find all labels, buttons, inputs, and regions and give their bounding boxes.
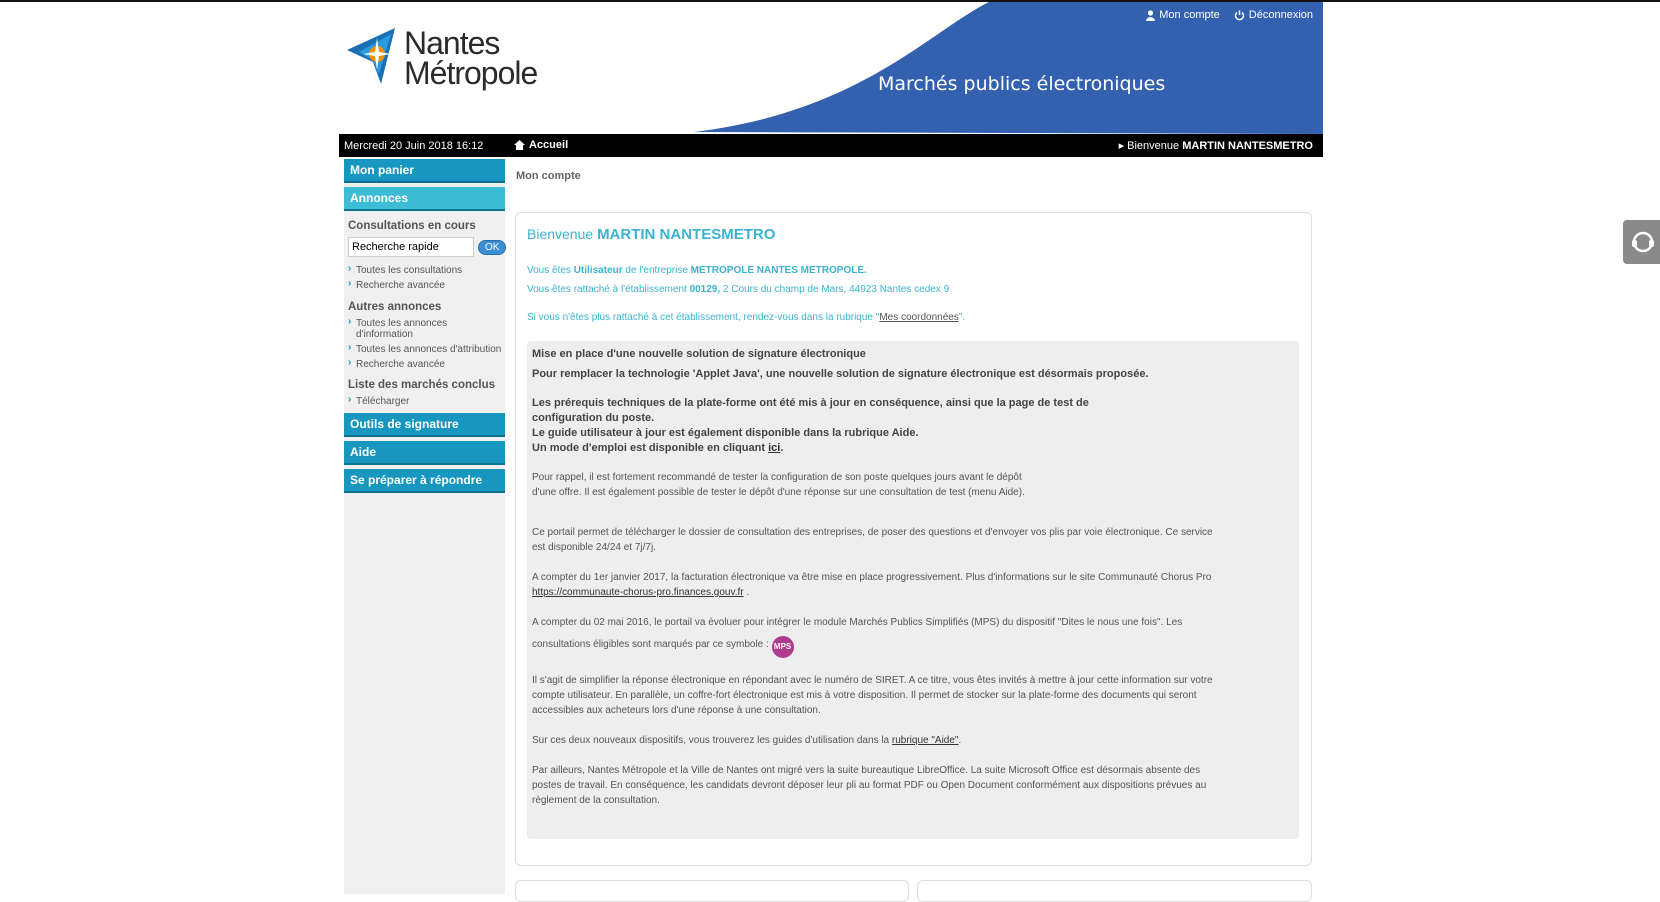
coordonnees-text-b: ". xyxy=(958,312,966,323)
mps-badge-icon: MPS xyxy=(772,636,794,658)
site-header xyxy=(339,2,1323,134)
menu-outils-signature[interactable]: Outils de signature xyxy=(344,413,505,437)
account-panel xyxy=(515,212,1312,866)
notice-bold-1: Pour remplacer la technologie 'Applet Java', une nouvelle solution de signature électronique est désormais proposée. xyxy=(532,368,1149,380)
panel-welcome-name: MARTIN NANTESMETRO xyxy=(597,226,776,243)
notice-bold-2a: Les prérequis techniques de la plate-forme ont été mis à jour en conséquence, ainsi que la page de test de xyxy=(532,397,1089,409)
link-telecharger[interactable]: › Télécharger xyxy=(344,394,505,409)
panel-welcome-prefix: Bienvenue xyxy=(527,226,594,242)
menu-annonces[interactable]: Annonces xyxy=(344,187,505,211)
panel-welcome xyxy=(527,226,775,243)
logo-star-icon xyxy=(345,24,405,88)
notice-p6 xyxy=(532,733,961,748)
notice-p1b: d'une offre. Il est également possible de tester le dépôt d'une réponse sur une consultation de test (menu Aide). xyxy=(532,487,1025,498)
role-text-b: de l'entreprise xyxy=(622,265,691,276)
bottom-panel-right xyxy=(917,880,1312,902)
navbar-welcome-name: MARTIN NANTESMETRO xyxy=(1182,140,1313,152)
notice-p7b: postes de travail. En conséquence, les candidats devront déposer leur pli au format PDF ou Open Document conformément aux dispositions prévues au xyxy=(532,780,1207,791)
sidebar xyxy=(344,159,505,894)
coordonnees-line xyxy=(527,312,965,323)
top-links xyxy=(1146,9,1313,21)
notice-bold-3: Le guide utilisateur à jour est également disponible dans la rubrique Aide. xyxy=(532,427,919,439)
notice-p7a: Par ailleurs, Nantes Métropole et la Ville de Nantes ont migré vers la suite bureautique LibreOffice. La suite Microsoft Office est désormais absente des xyxy=(532,765,1201,776)
page-frame xyxy=(339,2,1323,894)
establishment-code: 00129, xyxy=(689,284,721,295)
notice-p5b: compte utilisateur. En parallèle, un coffre-fort électronique est mis à votre disposition. Il permet de stocker sur la plate-forme des documents qui seront xyxy=(532,690,1197,701)
link-recherche-avancee-annonces[interactable]: › Recherche avancée xyxy=(344,357,505,372)
menu-se-preparer[interactable]: Se préparer à répondre xyxy=(344,469,505,493)
user-icon xyxy=(1146,10,1155,21)
logout-link-label: Déconnexion xyxy=(1248,9,1313,21)
role-value: Utilisateur xyxy=(573,265,623,276)
notice-bold-4-end: . xyxy=(780,442,784,454)
notice-p1a: Pour rappel, il est fortement recommandé de tester la configuration de son poste quelques jours avant le dépôt xyxy=(532,472,1022,483)
mes-coordonnees-link[interactable]: Mes coordonnées xyxy=(879,312,959,323)
caret-right-icon: ▸ xyxy=(1118,140,1125,152)
link-recherche-avancee-consultations[interactable]: › Recherche avancée xyxy=(344,278,505,293)
account-link[interactable] xyxy=(1146,9,1220,21)
current-date: Mercredi 20 Juin 2018 16:12 xyxy=(344,140,484,152)
notice-p5a: Il s'agit de simplifier la réponse électronique en répondant avec le numéro de SIRET. A ce titre, vous êtes invités à mettre à jour cette information sur votre xyxy=(532,675,1213,686)
notice-bold-4 xyxy=(532,441,783,456)
quick-search xyxy=(344,235,505,263)
notice-p4b xyxy=(532,636,794,658)
notice-p2a: Ce portail permet de télécharger le dossier de consultation des entreprises, de poser des questions et d'envoyer vos plis par voie électronique. Ce service xyxy=(532,527,1213,538)
top-navbar xyxy=(339,134,1323,157)
coordonnees-text-a: Si vous n'êtes plus rattaché à cet établissement, rendez-vous dans la rubrique " xyxy=(527,312,880,323)
breadcrumb: Mon compte xyxy=(516,170,581,182)
feedback-widget[interactable] xyxy=(1623,220,1660,264)
marches-conclus-heading: Liste des marchés conclus xyxy=(348,379,496,391)
notice-p3b xyxy=(532,585,749,600)
quick-search-ok-button[interactable]: OK xyxy=(478,240,506,255)
notice-p4-text: consultations éligibles sont marqués par ce symbole : xyxy=(532,639,772,650)
notice-p7c: règlement de la consultation. xyxy=(532,795,660,806)
notice-p6-text: Sur ces deux nouveaux dispositifs, vous trouverez les guides d'utilisation dans la xyxy=(532,735,892,746)
rubrique-aide-link[interactable]: rubrique "Aide" xyxy=(891,735,959,746)
support-headset-icon xyxy=(1623,220,1660,264)
notice-title: Mise en place d'une nouvelle solution de signature électronique xyxy=(532,348,866,360)
home-link[interactable] xyxy=(514,139,568,151)
bottom-panel-left xyxy=(515,880,909,902)
logo-text xyxy=(404,25,538,91)
user-role-line xyxy=(527,265,867,276)
notice-p3-end: . xyxy=(743,587,750,598)
notice-box xyxy=(527,341,1299,839)
nantes-metropole-logo[interactable] xyxy=(345,24,565,94)
establishment-text-a: Vous êtes rattaché à l'établissement xyxy=(527,284,690,295)
notice-p6-end: . xyxy=(958,735,962,746)
home-link-label: Accueil xyxy=(529,139,569,151)
navbar-welcome-prefix: Bienvenue xyxy=(1127,140,1180,152)
link-toutes-consultations[interactable]: › Toutes les consultations xyxy=(344,263,505,278)
notice-p3a: A compter du 1er janvier 2017, la facturation électronique va être mise en place progressivement. Plus d'informations sur le site Communauté Chorus Pro xyxy=(532,572,1212,583)
link-annonces-information[interactable]: › Toutes les annonces d'information xyxy=(344,316,505,342)
logo-line-metropole: Métropole xyxy=(404,55,538,91)
establishment-line xyxy=(527,284,949,295)
link-annonces-attribution[interactable]: › Toutes les annonces d'attribution xyxy=(344,342,505,357)
navbar-welcome xyxy=(1119,139,1313,152)
autres-annonces-heading: Autres annonces xyxy=(348,301,442,313)
establishment-address: 2 Cours du champ de Mars, 44923 Nantes cedex 9 xyxy=(720,284,950,295)
notice-bold-4-text: Un mode d'emploi est disponible en cliquant xyxy=(532,442,769,454)
logout-link[interactable] xyxy=(1234,9,1313,21)
account-link-label: Mon compte xyxy=(1159,9,1220,21)
logo-line-nantes: Nantes xyxy=(404,25,500,61)
notice-p4a: A compter du 02 mai 2016, le portail va évoluer pour intégrer le module Marchés Publics Simplifiés (MPS) du dispositif "Dites le nous une fois". Les xyxy=(532,617,1183,628)
notice-p2b: est disponible 24/24 et 7j/7j. xyxy=(532,542,656,553)
company-name: METROPOLE NANTES METROPOLE. xyxy=(690,265,867,276)
mode-emploi-link[interactable]: ici xyxy=(768,442,781,454)
chorus-pro-link[interactable]: https://communaute-chorus-pro.finances.gouv.fr xyxy=(532,587,744,598)
site-title: Marchés publics électroniques xyxy=(878,73,1166,95)
power-icon xyxy=(1234,10,1245,21)
quick-search-input[interactable] xyxy=(348,237,474,257)
role-text-a: Vous êtes xyxy=(527,265,574,276)
notice-bold-2b: configuration du poste. xyxy=(532,412,655,424)
consultations-heading: Consultations en cours xyxy=(348,220,476,232)
menu-mon-panier[interactable]: Mon panier xyxy=(344,159,505,183)
notice-p5c: accessibles aux acheteurs lors d'une réponse à une consultation. xyxy=(532,705,821,716)
menu-aide[interactable]: Aide xyxy=(344,441,505,465)
home-icon xyxy=(514,140,525,150)
